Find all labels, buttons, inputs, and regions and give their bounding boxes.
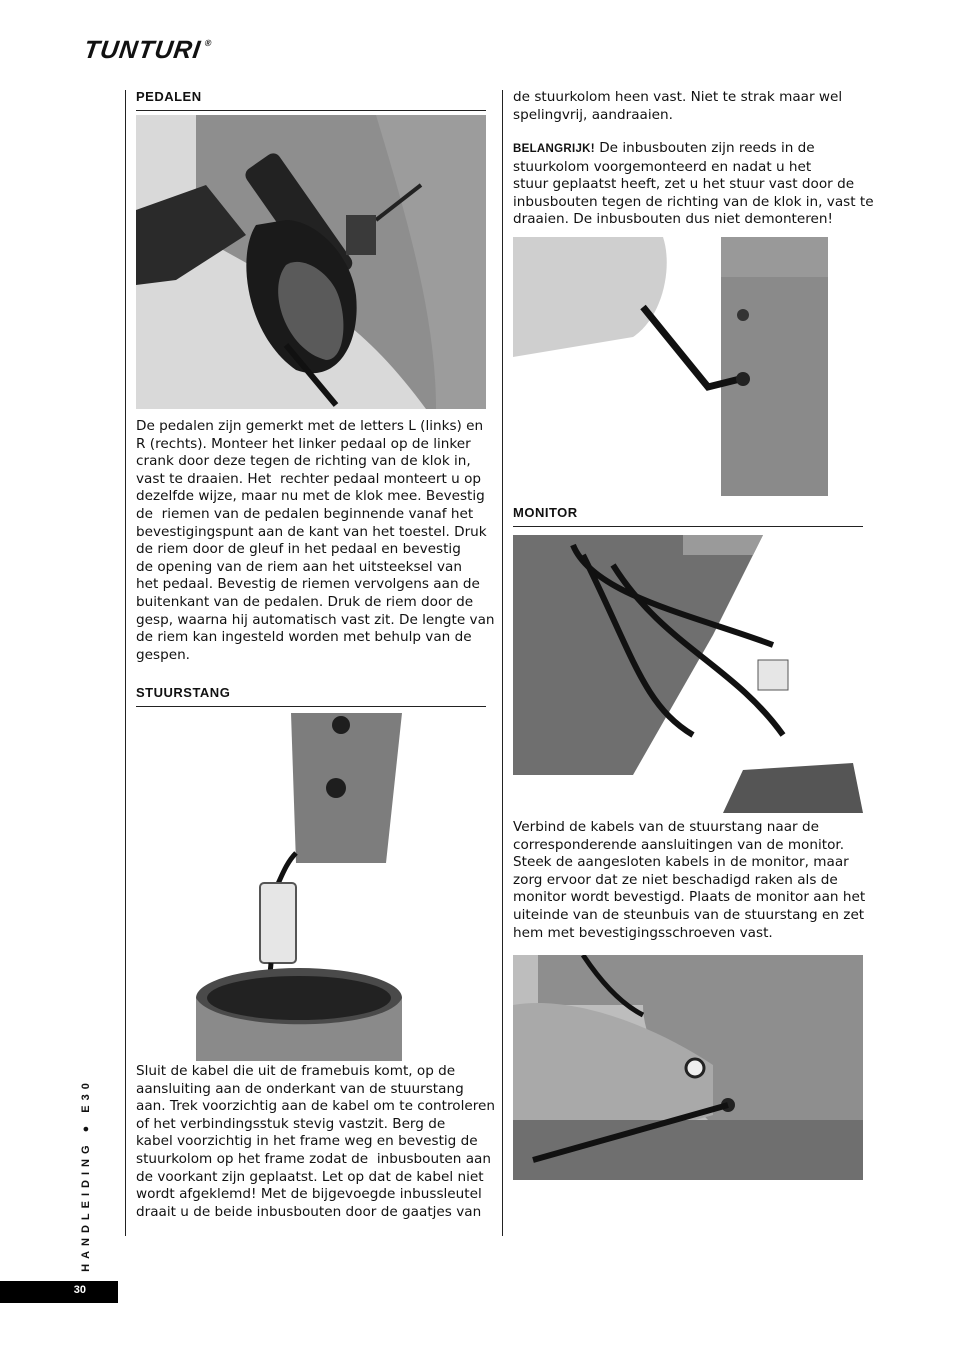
stuurstang-rule — [136, 706, 486, 707]
continuation-text: de stuurkolom heen vast. Niet te strak maar wel spelingvrij, aandraaien. — [513, 89, 843, 123]
monitor-rule — [513, 526, 863, 527]
monitor-heading: MONITOR — [513, 505, 578, 520]
important-label: BELANGRIJK! — [513, 143, 595, 155]
important-note — [513, 140, 874, 229]
pedalen-text: De pedalen zijn gemerkt met de letters L (links) en R (rechts). Monteer het linker pedaal op de linker crank door deze tegen de richting van de klok in, vast te draaien. Het rechter pedaal monteert u op dezelfde wijze, maar nu met de klok mee. Bevestig de riemen van de pedalen beginnende vanaf het bevestigingspunt aan de kant van het toestel. Druk de riem door de gleuf in het pedaal en bevestig de opening van de riem aan het uitsteeksel van het pedaal. Bevestig de riemen vervolgens aan de buitenkant van de pedalen. Druk de riem door de gesp, waarna hij automatisch vast zit. De lengte van de riem kan ingesteld worden met behulp van de gespen. — [136, 418, 495, 663]
pedalen-rule — [136, 110, 486, 111]
column-divider-line — [502, 90, 503, 1236]
important-text: De inbusbouten zijn reeds in de stuurkolom voorgemonteerd en nadat u het stuur geplaatst heeft, zet u het stuur vast door de inbusbouten tegen de richting van de klok in, vast te draaien. De inbusbouten dus niet demonteren! — [513, 140, 874, 228]
left-margin-line — [125, 90, 126, 1236]
tunturi-logo: TUNTURI® — [82, 36, 214, 64]
allen-key-photo — [513, 237, 828, 496]
stuurstang-text: Sluit de kabel die uit de framebuis komt, op de aansluiting aan de onderkant van de stuurstang aan. Trek voorzichtig aan de kabel om te controleren of het verbindingsstuk stevig vastzit. Berg de kabel voorzichtig in het frame weg en bevestig de stuurkolom op het frame zodat de inbusbouten aan de voorkant zijn geplaatst. Let op dat de kabel niet wordt afgeklemd! Met de bijgevoegde inbussleutel draait u de beide inbusbouten door de gaatjes van — [136, 1063, 496, 1220]
manual-side-label: HANDLEIDING ● E30 — [80, 1078, 92, 1272]
page-number: 30 — [73, 1284, 86, 1296]
monitor-mount-photo — [513, 955, 863, 1180]
pedal-photo — [136, 115, 486, 409]
page-number-box — [0, 1281, 118, 1303]
handlebar-cable-photo — [196, 713, 402, 1061]
stuurstang-heading: STUURSTANG — [136, 685, 231, 700]
monitor-text: Verbind de kabels van de stuurstang naar de corresponderende aansluitingen van de monitor. Steek de aangesloten kabels in de monitor, maar zorg ervoor dat ze niet beschadigd raken als de monitor wordt bevestigd. Plaats de monitor aan het uiteinde van de steunbuis van de stuurstang en zet hem met bevestigingsschroeven vast. — [513, 819, 866, 941]
monitor-cables-photo — [513, 535, 863, 813]
pedalen-heading: PEDALEN — [136, 89, 202, 104]
